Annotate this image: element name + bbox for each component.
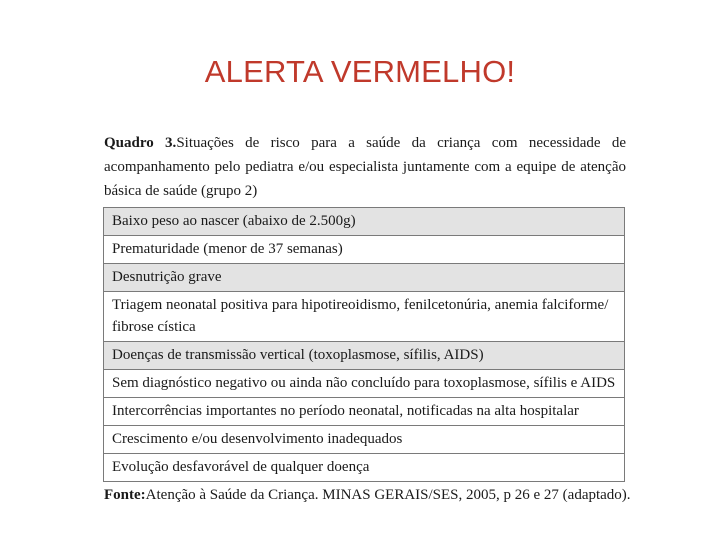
- table-cell: Desnutrição grave: [104, 264, 625, 292]
- table-cell: Crescimento e/ou desenvolvimento inadequados: [104, 426, 625, 454]
- table-row: [104, 454, 625, 482]
- table-cell: Intercorrências importantes no período neonatal, notificadas na alta hospitalar: [104, 398, 625, 426]
- table-row: [104, 370, 625, 398]
- table-caption: [104, 131, 626, 203]
- table-row: [104, 426, 625, 454]
- table-cell: Baixo peso ao nascer (abaixo de 2.500g): [104, 208, 625, 236]
- table-cell: Evolução desfavorável de qualquer doença: [104, 454, 625, 482]
- table-cell: Prematuridade (menor de 37 semanas): [104, 236, 625, 264]
- table-row: [104, 292, 625, 342]
- table-cell: Sem diagnóstico negativo ou ainda não concluído para toxoplasmose, sífilis e AIDS: [104, 370, 625, 398]
- table-row: [104, 236, 625, 264]
- source-label: Fonte:: [104, 487, 146, 503]
- source-note: [104, 484, 634, 506]
- table-row: [104, 342, 625, 370]
- table-row: [104, 398, 625, 426]
- table-cell: Doenças de transmissão vertical (toxoplasmose, sífilis, AIDS): [104, 342, 625, 370]
- table-cell: Triagem neonatal positiva para hipotireoidismo, fenilcetonúria, anemia falciforme/ fibrose cística: [104, 292, 625, 342]
- table-row: [104, 208, 625, 236]
- risk-situations-table: [103, 207, 625, 482]
- slide-title: ALERTA VERMELHO!: [204, 54, 516, 89]
- caption-label: Quadro 3.: [104, 135, 177, 151]
- caption-text: Situações de risco para a saúde da criança com necessidade de acompanhamento pelo pediatra e/ou especialista juntamente com a equipe de atenção básica de saúde (grupo 2): [104, 135, 626, 199]
- source-text: Atenção à Saúde da Criança. MINAS GERAIS/SES, 2005, p 26 e 27 (adaptado).: [145, 487, 631, 503]
- table-row: [104, 264, 625, 292]
